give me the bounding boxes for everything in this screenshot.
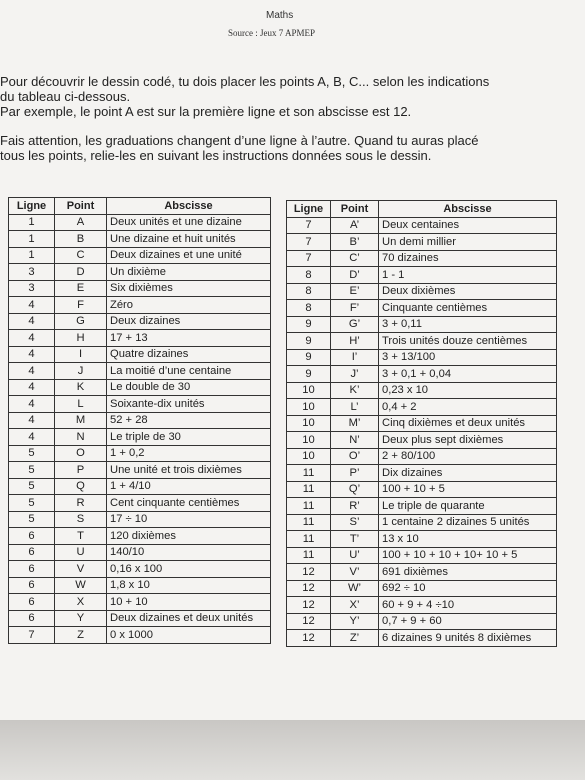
instruction-line: tous les points, relie-les en suivant les instructions données sous le dessin. xyxy=(0,148,432,163)
table-row xyxy=(9,412,271,429)
ligne-cell: 5 xyxy=(9,478,55,495)
ligne-cell: 6 xyxy=(9,610,55,627)
instructions xyxy=(0,74,585,163)
abscisse-cell: Zéro xyxy=(107,297,271,314)
ligne-cell: 3 xyxy=(9,264,55,281)
abscisse-cell: 3 + 0,11 xyxy=(379,316,557,333)
point-cell: K xyxy=(55,379,107,396)
table-row xyxy=(287,432,557,449)
abscisse-cell: 0,23 x 10 xyxy=(379,382,557,399)
ligne-cell: 9 xyxy=(287,316,331,333)
table-row xyxy=(9,231,271,248)
point-cell: D xyxy=(55,264,107,281)
table-row xyxy=(9,247,271,264)
abscisse-cell: 1 - 1 xyxy=(379,267,557,284)
abscisse-cell: Un demi millier xyxy=(379,234,557,251)
point-cell: D’ xyxy=(331,267,379,284)
point-cell: G xyxy=(55,313,107,330)
point-cell: U’ xyxy=(331,547,379,564)
table-row xyxy=(9,264,271,281)
point-cell: U xyxy=(55,544,107,561)
abscisse-cell: Deux unités et une dizaine xyxy=(107,214,271,231)
abscisse-cell: Cinq dixièmes et deux unités xyxy=(379,415,557,432)
point-cell: I’ xyxy=(331,349,379,366)
abscisse-cell: Dix dizaines xyxy=(379,465,557,482)
ligne-cell: 10 xyxy=(287,399,331,416)
instruction-line: du tableau ci-dessous. xyxy=(0,89,131,104)
abscisse-cell: 3 + 13/100 xyxy=(379,349,557,366)
table-row xyxy=(287,250,557,267)
ligne-cell: 7 xyxy=(287,234,331,251)
ligne-cell: 9 xyxy=(287,366,331,383)
table-header-row xyxy=(287,201,557,218)
abscisse-cell: 0,4 + 2 xyxy=(379,399,557,416)
instruction-line: Fais attention, les graduations changent d’une ligne à l’autre. Quand tu auras placé xyxy=(0,133,479,148)
point-cell: C xyxy=(55,247,107,264)
column-header-abscisse: Abscisse xyxy=(379,201,557,218)
subject-label: Maths xyxy=(266,10,294,21)
instruction-line: Pour découvrir le dessin codé, tu dois placer les points A, B, C... selon les indications xyxy=(0,74,490,89)
ligne-cell: 10 xyxy=(287,432,331,449)
ligne-cell: 8 xyxy=(287,283,331,300)
table-row xyxy=(9,280,271,297)
ligne-cell: 3 xyxy=(9,280,55,297)
point-cell: H’ xyxy=(331,333,379,350)
table-row xyxy=(287,448,557,465)
ligne-cell: 1 xyxy=(9,231,55,248)
ligne-cell: 4 xyxy=(9,330,55,347)
point-cell: B’ xyxy=(331,234,379,251)
abscisse-cell: 692 ÷ 10 xyxy=(379,580,557,597)
table-row xyxy=(287,531,557,548)
point-cell: V’ xyxy=(331,564,379,581)
point-cell: P’ xyxy=(331,465,379,482)
point-cell: R xyxy=(55,495,107,512)
abscisse-cell: Trois unités douze centièmes xyxy=(379,333,557,350)
abscisse-cell: 100 + 10 + 5 xyxy=(379,481,557,498)
abscisse-cell: Deux plus sept dixièmes xyxy=(379,432,557,449)
column-header-ligne: Ligne xyxy=(9,198,55,215)
table-row xyxy=(9,214,271,231)
point-cell: X xyxy=(55,594,107,611)
ligne-cell: 12 xyxy=(287,597,331,614)
point-cell: M’ xyxy=(331,415,379,432)
point-cell: W xyxy=(55,577,107,594)
ligne-cell: 10 xyxy=(287,382,331,399)
abscisse-cell: Le triple de 30 xyxy=(107,429,271,446)
table-row xyxy=(9,495,271,512)
point-cell: A’ xyxy=(331,217,379,234)
table-row xyxy=(287,514,557,531)
abscisse-cell: 60 + 9 + 4 ÷10 xyxy=(379,597,557,614)
ligne-cell: 7 xyxy=(9,627,55,644)
abscisse-cell: 1 centaine 2 dizaines 5 unités xyxy=(379,514,557,531)
ligne-cell: 10 xyxy=(287,448,331,465)
table-row xyxy=(287,580,557,597)
ligne-cell: 1 xyxy=(9,214,55,231)
abscisse-cell: Six dixièmes xyxy=(107,280,271,297)
abscisse-cell: Une unité et trois dixièmes xyxy=(107,462,271,479)
column-header-point: Point xyxy=(55,198,107,215)
table-row xyxy=(9,379,271,396)
column-header-ligne: Ligne xyxy=(287,201,331,218)
abscisse-cell: Deux dizaines et une unité xyxy=(107,247,271,264)
ligne-cell: 5 xyxy=(9,445,55,462)
table-row xyxy=(287,366,557,383)
table-row xyxy=(9,445,271,462)
table-row xyxy=(9,610,271,627)
table-row xyxy=(287,316,557,333)
abscisse-cell: 6 dizaines 9 unités 8 dixièmes xyxy=(379,630,557,647)
ligne-cell: 6 xyxy=(9,594,55,611)
table-row xyxy=(9,528,271,545)
ligne-cell: 4 xyxy=(9,379,55,396)
table-row xyxy=(287,382,557,399)
ligne-cell: 11 xyxy=(287,514,331,531)
point-cell: F xyxy=(55,297,107,314)
point-cell: J xyxy=(55,363,107,380)
ligne-cell: 11 xyxy=(287,481,331,498)
ligne-cell: 11 xyxy=(287,531,331,548)
abscisse-cell: La moitié d’une centaine xyxy=(107,363,271,380)
point-cell: T’ xyxy=(331,531,379,548)
point-cell: V xyxy=(55,561,107,578)
source-label: Source : Jeux 7 APMEP xyxy=(228,28,316,38)
background-surface xyxy=(0,720,585,780)
point-cell: O xyxy=(55,445,107,462)
table-row xyxy=(287,283,557,300)
point-cell: G’ xyxy=(331,316,379,333)
ligne-cell: 1 xyxy=(9,247,55,264)
abscisse-cell: 0,7 + 9 + 60 xyxy=(379,613,557,630)
point-cell: M xyxy=(55,412,107,429)
table-row xyxy=(287,333,557,350)
ligne-cell: 11 xyxy=(287,547,331,564)
table-row xyxy=(287,465,557,482)
table-row xyxy=(9,462,271,479)
abscisse-cell: 100 + 10 + 10 + 10+ 10 + 5 xyxy=(379,547,557,564)
point-cell: A xyxy=(55,214,107,231)
abscisse-cell: Deux centaines xyxy=(379,217,557,234)
point-cell: N xyxy=(55,429,107,446)
table-row xyxy=(9,594,271,611)
points-table-right xyxy=(286,200,557,647)
point-cell: X’ xyxy=(331,597,379,614)
point-cell: I xyxy=(55,346,107,363)
point-cell: T xyxy=(55,528,107,545)
table-row xyxy=(287,481,557,498)
table-row xyxy=(9,363,271,380)
ligne-cell: 4 xyxy=(9,297,55,314)
ligne-cell: 5 xyxy=(9,495,55,512)
abscisse-cell: 2 + 80/100 xyxy=(379,448,557,465)
table-row xyxy=(287,630,557,647)
ligne-cell: 6 xyxy=(9,528,55,545)
point-cell: F’ xyxy=(331,300,379,317)
abscisse-cell: 1 + 4/10 xyxy=(107,478,271,495)
ligne-cell: 9 xyxy=(287,333,331,350)
ligne-cell: 11 xyxy=(287,498,331,515)
point-cell: J’ xyxy=(331,366,379,383)
point-cell: E xyxy=(55,280,107,297)
point-cell: S xyxy=(55,511,107,528)
table-row xyxy=(9,478,271,495)
point-cell: N’ xyxy=(331,432,379,449)
ligne-cell: 6 xyxy=(9,577,55,594)
table-row xyxy=(9,396,271,413)
ligne-cell: 10 xyxy=(287,415,331,432)
table-row xyxy=(287,234,557,251)
table-row xyxy=(9,511,271,528)
table-row xyxy=(9,577,271,594)
point-cell: P xyxy=(55,462,107,479)
point-cell: B xyxy=(55,231,107,248)
table-row xyxy=(287,564,557,581)
point-cell: H xyxy=(55,330,107,347)
abscisse-cell: Le double de 30 xyxy=(107,379,271,396)
table-row xyxy=(287,267,557,284)
point-cell: O’ xyxy=(331,448,379,465)
table-row xyxy=(9,313,271,330)
abscisse-cell: 140/10 xyxy=(107,544,271,561)
instruction-line: Par exemple, le point A est sur la première ligne et son abscisse est 12. xyxy=(0,104,412,119)
table-row xyxy=(287,349,557,366)
table-row xyxy=(287,613,557,630)
abscisse-cell: 70 dizaines xyxy=(379,250,557,267)
point-cell: L xyxy=(55,396,107,413)
ligne-cell: 4 xyxy=(9,363,55,380)
point-cell: K’ xyxy=(331,382,379,399)
column-header-point: Point xyxy=(331,201,379,218)
point-cell: Z’ xyxy=(331,630,379,647)
abscisse-cell: 17 ÷ 10 xyxy=(107,511,271,528)
table-row xyxy=(287,415,557,432)
abscisse-cell: 13 x 10 xyxy=(379,531,557,548)
abscisse-cell: 3 + 0,1 + 0,04 xyxy=(379,366,557,383)
ligne-cell: 11 xyxy=(287,465,331,482)
ligne-cell: 12 xyxy=(287,580,331,597)
point-cell: L’ xyxy=(331,399,379,416)
abscisse-cell: Soixante-dix unités xyxy=(107,396,271,413)
abscisse-cell: Le triple de quarante xyxy=(379,498,557,515)
abscisse-cell: Deux dizaines et deux unités xyxy=(107,610,271,627)
point-cell: Q’ xyxy=(331,481,379,498)
ligne-cell: 4 xyxy=(9,429,55,446)
abscisse-cell: 120 dixièmes xyxy=(107,528,271,545)
abscisse-cell: 0 x 1000 xyxy=(107,627,271,644)
ligne-cell: 4 xyxy=(9,346,55,363)
ligne-cell: 7 xyxy=(287,217,331,234)
table-row xyxy=(9,429,271,446)
point-cell: R’ xyxy=(331,498,379,515)
table-header-row xyxy=(9,198,271,215)
point-cell: C’ xyxy=(331,250,379,267)
column-header-abscisse: Abscisse xyxy=(107,198,271,215)
ligne-cell: 6 xyxy=(9,544,55,561)
abscisse-cell: Cinquante centièmes xyxy=(379,300,557,317)
point-cell: W’ xyxy=(331,580,379,597)
table-row xyxy=(9,297,271,314)
table-row xyxy=(287,399,557,416)
table-row xyxy=(9,330,271,347)
abscisse-cell: 1,8 x 10 xyxy=(107,577,271,594)
ligne-cell: 7 xyxy=(287,250,331,267)
abscisse-cell: 17 + 13 xyxy=(107,330,271,347)
ligne-cell: 4 xyxy=(9,313,55,330)
table-row xyxy=(9,544,271,561)
abscisse-cell: Cent cinquante centièmes xyxy=(107,495,271,512)
point-cell: Y xyxy=(55,610,107,627)
abscisse-cell: 10 + 10 xyxy=(107,594,271,611)
ligne-cell: 5 xyxy=(9,511,55,528)
abscisse-cell: Quatre dizaines xyxy=(107,346,271,363)
table-row xyxy=(9,561,271,578)
point-cell: Y’ xyxy=(331,613,379,630)
table-row xyxy=(287,547,557,564)
table-row xyxy=(9,346,271,363)
ligne-cell: 9 xyxy=(287,349,331,366)
point-cell: Z xyxy=(55,627,107,644)
ligne-cell: 6 xyxy=(9,561,55,578)
ligne-cell: 8 xyxy=(287,300,331,317)
table-row xyxy=(287,597,557,614)
abscisse-cell: 691 dixièmes xyxy=(379,564,557,581)
table-row xyxy=(9,627,271,644)
abscisse-cell: 1 + 0,2 xyxy=(107,445,271,462)
ligne-cell: 4 xyxy=(9,412,55,429)
abscisse-cell: Un dixième xyxy=(107,264,271,281)
ligne-cell: 12 xyxy=(287,630,331,647)
table-row xyxy=(287,217,557,234)
table-row xyxy=(287,498,557,515)
points-table-left xyxy=(8,197,271,644)
abscisse-cell: Deux dixièmes xyxy=(379,283,557,300)
abscisse-cell: Deux dizaines xyxy=(107,313,271,330)
point-cell: Q xyxy=(55,478,107,495)
abscisse-cell: Une dizaine et huit unités xyxy=(107,231,271,248)
point-cell: E’ xyxy=(331,283,379,300)
abscisse-cell: 52 + 28 xyxy=(107,412,271,429)
ligne-cell: 5 xyxy=(9,462,55,479)
point-cell: S’ xyxy=(331,514,379,531)
table-row xyxy=(287,300,557,317)
ligne-cell: 8 xyxy=(287,267,331,284)
abscisse-cell: 0,16 x 100 xyxy=(107,561,271,578)
ligne-cell: 12 xyxy=(287,564,331,581)
ligne-cell: 12 xyxy=(287,613,331,630)
ligne-cell: 4 xyxy=(9,396,55,413)
